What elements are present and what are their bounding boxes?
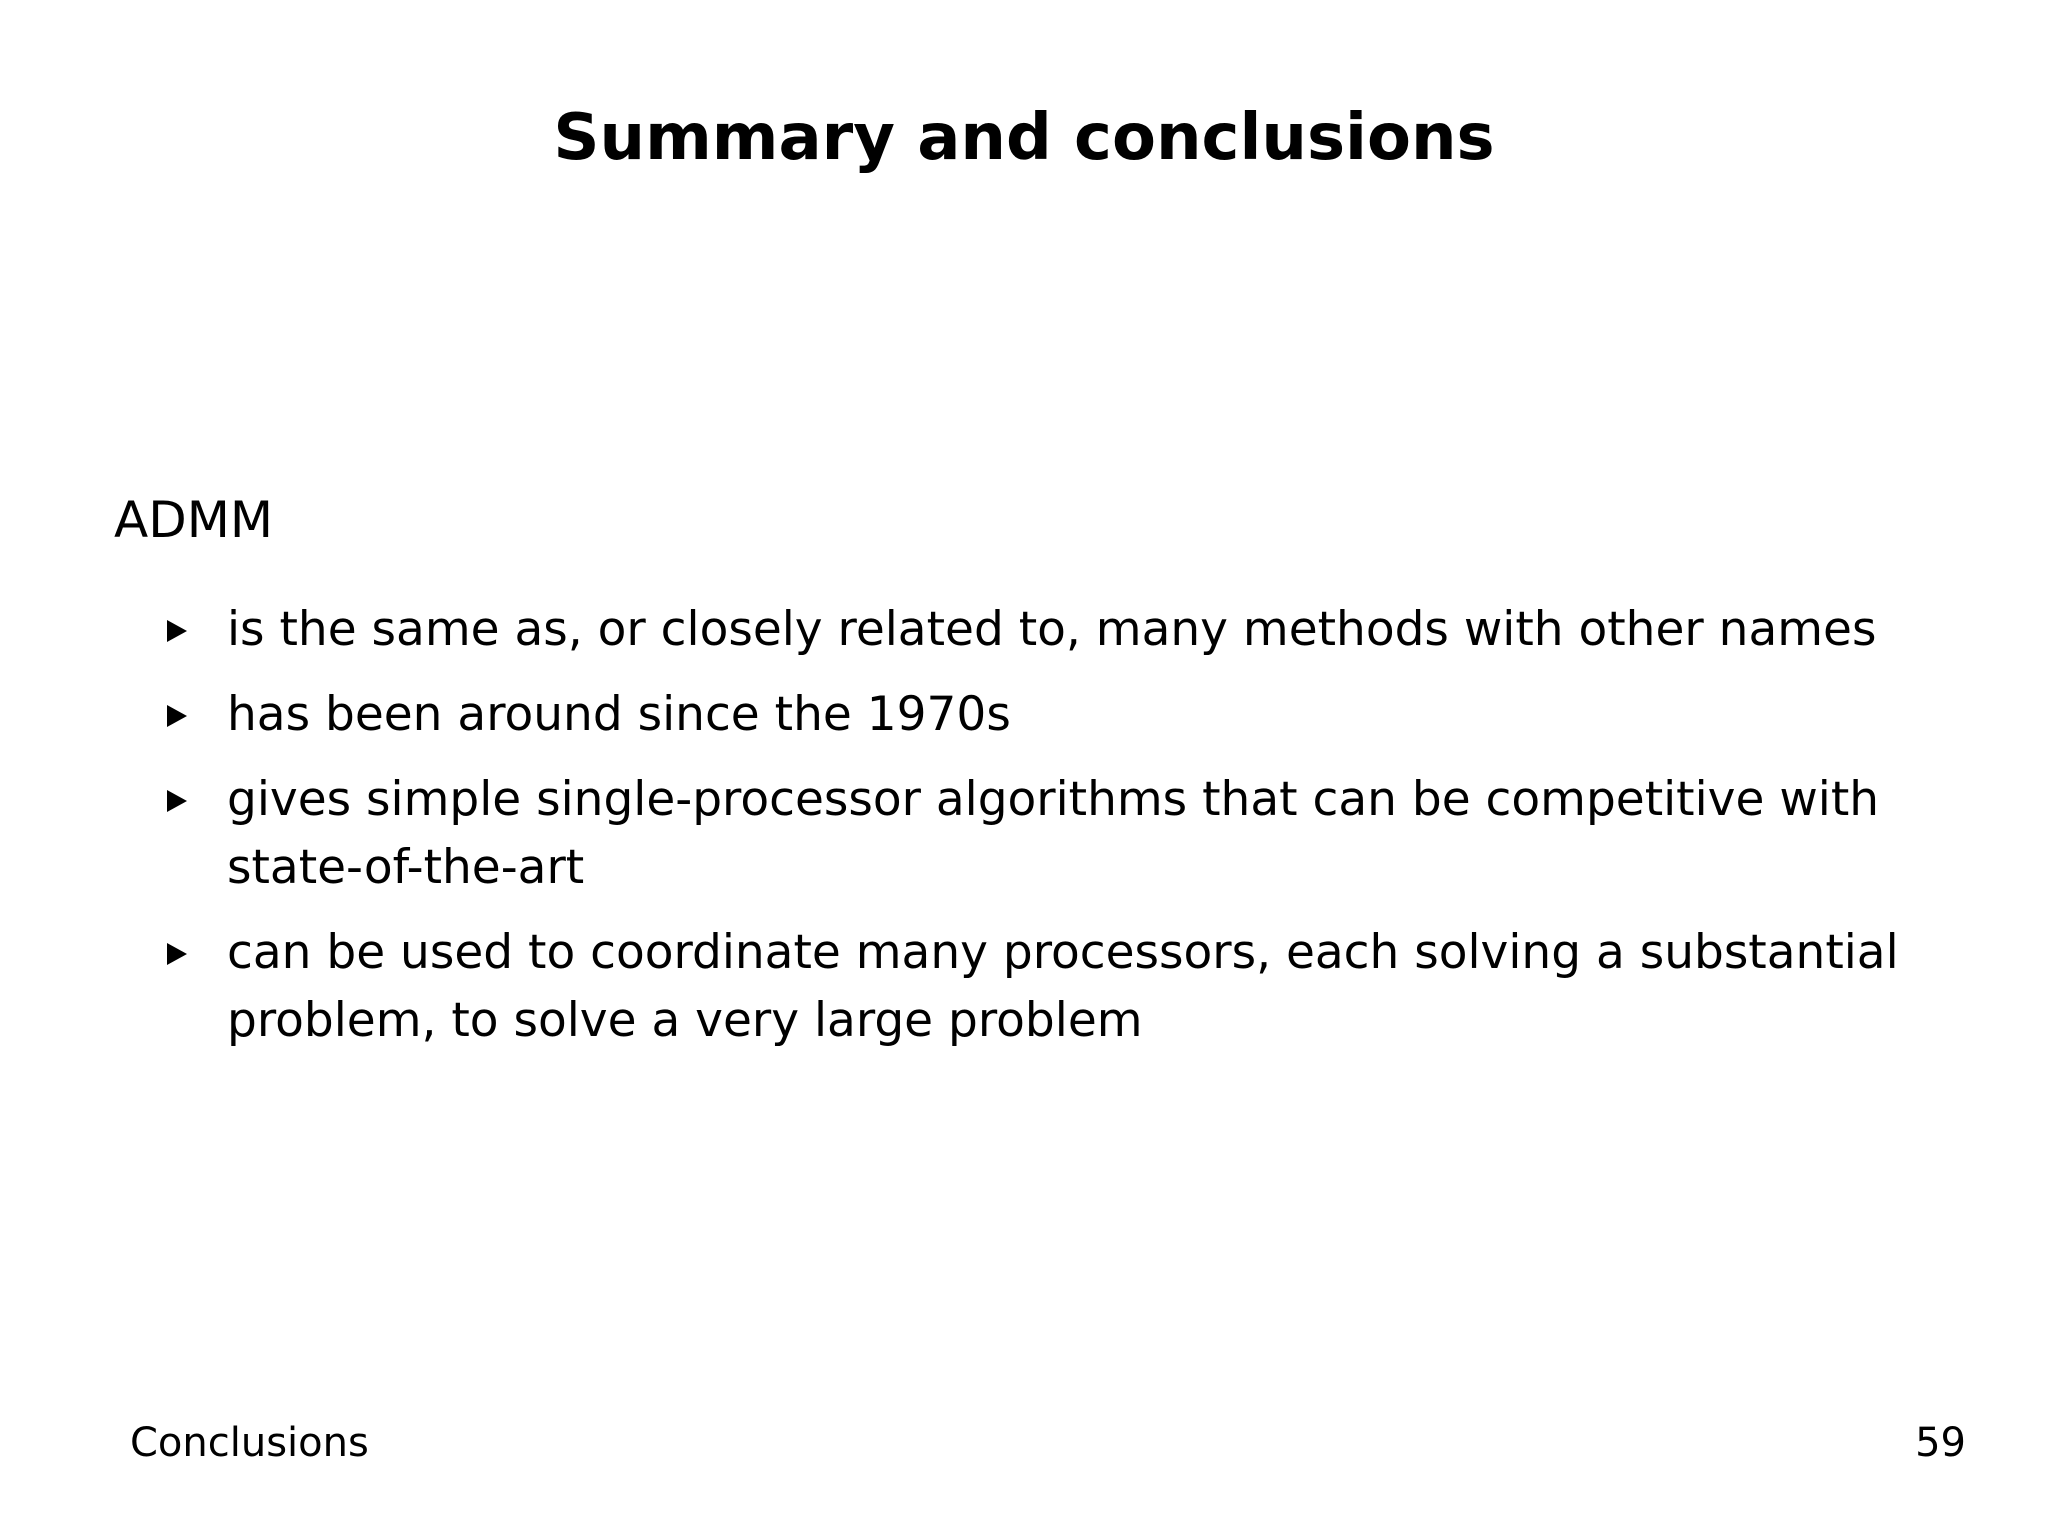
- slide-title: Summary and conclusions: [553, 101, 1495, 175]
- footer-section-label: Conclusions: [130, 1420, 369, 1466]
- bullet-text: is the same as, or closely related to, many methods with other names: [227, 602, 1877, 657]
- bullet-list: [160, 596, 1900, 1072]
- section-heading: ADMM: [114, 491, 273, 549]
- triangle-right-icon: [167, 705, 187, 727]
- page-number: 59: [1915, 1420, 1966, 1466]
- bullet-text: gives simple single-processor algorithms that can be competitive with state-of-the-art: [227, 772, 1880, 895]
- triangle-right-icon: [167, 620, 187, 642]
- triangle-right-icon: [167, 943, 187, 965]
- bullet-text: can be used to coordinate many processors, each solving a substantial problem, to solve a very large problem: [227, 925, 1899, 1048]
- bullet-text: has been around since the 1970s: [227, 687, 1011, 742]
- bullet-item: [160, 919, 1900, 1055]
- bullet-item: [160, 681, 1900, 749]
- bullet-item: [160, 596, 1900, 664]
- bullet-item: [160, 766, 1900, 902]
- triangle-right-icon: [167, 790, 187, 812]
